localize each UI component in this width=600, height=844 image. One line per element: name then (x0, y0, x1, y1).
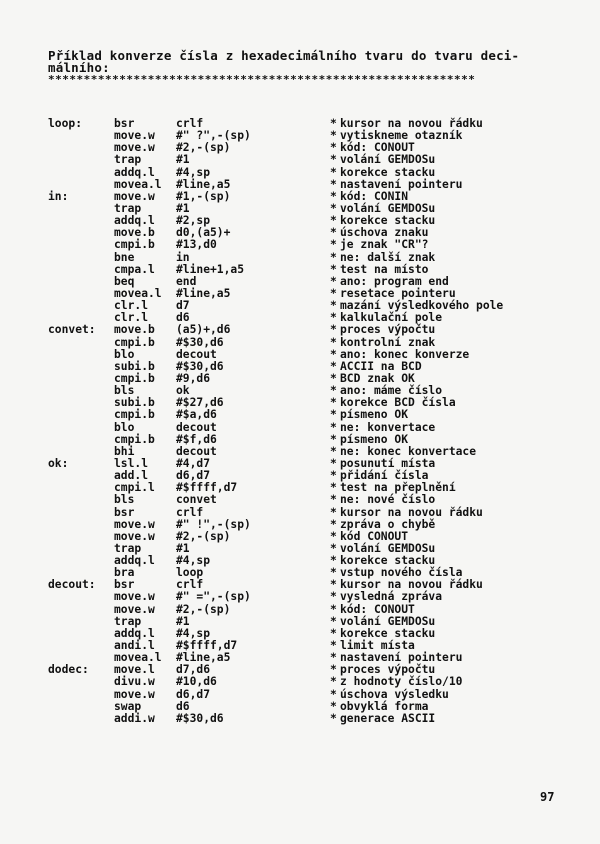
code-instruction: cmpi.b (114, 371, 155, 385)
code-operand: #2,-(sp) (176, 602, 231, 616)
code-operand: d7,d6 (176, 663, 211, 677)
code-operand: in (176, 250, 190, 264)
code-line (0, 361, 600, 373)
code-line (0, 191, 600, 203)
code-instruction: blo (114, 347, 135, 361)
code-comment: * ano: program end (330, 276, 449, 288)
code-instruction: movea.l (114, 177, 162, 191)
code-instruction: cmpi.b (114, 335, 155, 349)
code-instruction: move.b (114, 226, 155, 240)
code-instruction: addq.l (114, 626, 155, 640)
code-label: ok: (48, 456, 69, 470)
code-line (0, 640, 600, 652)
code-comment: * kontrolní znak (330, 337, 435, 349)
code-operand: loop (176, 566, 204, 580)
code-operand: #$ffff,d7 (176, 481, 238, 495)
code-operand: #1,-(sp) (176, 189, 231, 203)
code-comment: * volání GEMDOSu (330, 616, 435, 628)
code-instruction: move.w (114, 517, 155, 531)
code-comment: * ne: konec konvertace (330, 446, 476, 458)
code-label: loop: (48, 117, 83, 130)
code-comment: * korekce stacku (330, 167, 435, 179)
code-operand: #4,sp (176, 165, 211, 179)
code-line (0, 555, 600, 567)
code-instruction: move.w (114, 529, 155, 543)
code-operand: #13,d0 (176, 238, 217, 252)
code-comment: * ne: nové číslo (330, 494, 435, 506)
code-instruction: bsr (114, 505, 135, 519)
code-instruction: blo (114, 420, 135, 434)
code-line (0, 179, 600, 191)
code-instruction: bsr (114, 578, 135, 592)
code-line (0, 324, 600, 336)
code-operand: #10,d6 (176, 675, 217, 689)
code-instruction: addq.l (114, 165, 155, 179)
code-line (0, 652, 600, 664)
code-line (0, 519, 600, 531)
code-label: dodec: (48, 663, 89, 677)
code-instruction: clr.l (114, 311, 149, 325)
code-operand: #$30,d6 (176, 711, 224, 725)
code-comment: * úschova výsledku (330, 689, 449, 701)
code-instruction: move.w (114, 602, 155, 616)
code-comment: * proces výpočtu (330, 664, 435, 676)
code-comment: * korekce stacku (330, 215, 435, 227)
code-line (0, 215, 600, 227)
code-comment: * volání GEMDOSu (330, 203, 435, 215)
code-operand: end (176, 274, 197, 288)
code-operand: #9,d6 (176, 371, 211, 385)
code-operand: #$ffff,d7 (176, 639, 238, 653)
code-operand: decout (176, 347, 217, 361)
code-operand: #$30,d6 (176, 335, 224, 349)
code-instruction: addq.l (114, 214, 155, 228)
asterisk-divider: ************************************************************ (48, 74, 476, 85)
code-comment: * kursor na novou řádku (330, 507, 483, 519)
code-operand: crlf (176, 505, 204, 519)
code-line (0, 434, 600, 446)
code-line (0, 591, 600, 603)
code-comment: * vstup nového čísla (330, 567, 462, 579)
code-operand: #4,sp (176, 554, 211, 568)
code-comment: * resetace pointeru (330, 288, 456, 300)
code-comment: * zpráva o chybě (330, 519, 435, 531)
code-instruction: bls (114, 384, 135, 398)
code-comment: * ACCII na BCD (330, 361, 422, 373)
code-instruction: move.w (114, 687, 155, 701)
code-instruction: move.w (114, 129, 155, 143)
code-comment: * korekce stacku (330, 555, 435, 567)
code-operand: #" !",-(sp) (176, 517, 251, 531)
code-instruction: bsr (114, 117, 135, 130)
code-instruction: move.w (114, 189, 155, 203)
code-instruction: trap (114, 201, 142, 215)
code-operand: #line,a5 (176, 286, 231, 300)
code-line (0, 713, 600, 725)
code-instruction: trap (114, 614, 142, 628)
code-line (0, 507, 600, 519)
code-operand: decout (176, 420, 217, 434)
code-comment: * písmeno OK (330, 409, 408, 421)
code-line (0, 397, 600, 409)
code-instruction: bra (114, 566, 135, 580)
code-line (0, 616, 600, 628)
code-operand: (a5)+,d6 (176, 323, 231, 337)
code-comment: * vytiskneme otazník (330, 130, 462, 142)
code-line (0, 628, 600, 640)
code-operand: ok (176, 384, 190, 398)
code-line (0, 167, 600, 179)
code-instruction: beq (114, 274, 135, 288)
code-operand: #2,-(sp) (176, 141, 231, 155)
code-operand: d0,(a5)+ (176, 226, 231, 240)
code-line (0, 264, 600, 276)
code-operand: #line,a5 (176, 177, 231, 191)
code-operand: #1 (176, 541, 190, 555)
code-operand: d6,d7 (176, 469, 211, 483)
code-operand: #1 (176, 201, 190, 215)
code-comment: * vysledná zpráva (330, 591, 442, 603)
code-line (0, 531, 600, 543)
code-operand: #" =",-(sp) (176, 590, 251, 604)
code-instruction: subi.b (114, 396, 155, 410)
code-comment: * mazání výsledkového pole (330, 300, 503, 312)
code-instruction: cmpi.l (114, 481, 155, 495)
code-line (0, 579, 600, 591)
code-instruction: move.l (114, 663, 155, 677)
code-instruction: move.b (114, 323, 155, 337)
code-operand: d6,d7 (176, 687, 211, 701)
assembly-listing (0, 118, 600, 725)
code-line (0, 288, 600, 300)
code-operand: #4,d7 (176, 456, 211, 470)
code-operand: #$30,d6 (176, 359, 224, 373)
code-line (0, 373, 600, 385)
code-line (0, 482, 600, 494)
code-instruction: divu.w (114, 675, 155, 689)
code-line (0, 494, 600, 506)
code-instruction: bls (114, 493, 135, 507)
page-title: Příklad konverze čísla z hexadecimálního tvaru do tvaru deci-málního: (48, 48, 520, 75)
code-line (0, 154, 600, 166)
code-operand: #" ?",-(sp) (176, 129, 251, 143)
code-instruction: bne (114, 250, 135, 264)
code-comment: * kód: CONOUT (330, 142, 415, 154)
code-instruction: addq.l (114, 554, 155, 568)
code-instruction: add.l (114, 469, 149, 483)
code-comment: * proces výpočtu (330, 324, 435, 336)
code-line (0, 130, 600, 142)
code-comment: * posunutí místa (330, 458, 435, 470)
code-line (0, 349, 600, 361)
page-number: 97 (540, 790, 555, 804)
code-instruction: cmpi.b (114, 238, 155, 252)
code-comment: * z hodnoty číslo/10 (330, 676, 462, 688)
code-instruction: swap (114, 699, 142, 713)
code-line (0, 689, 600, 701)
code-instruction: move.w (114, 141, 155, 155)
code-line (0, 337, 600, 349)
code-instruction: movea.l (114, 286, 162, 300)
code-instruction: trap (114, 541, 142, 555)
code-comment: * přidání čísla (330, 470, 428, 482)
code-instruction: subi.b (114, 359, 155, 373)
code-instruction: bhi (114, 444, 135, 458)
code-instruction: clr.l (114, 299, 149, 313)
code-line (0, 300, 600, 312)
code-instruction: cmpa.l (114, 262, 155, 276)
code-comment: * je znak "CR"? (330, 239, 428, 251)
code-comment: * obvyklá forma (330, 701, 428, 713)
code-comment: * písmeno OK (330, 434, 408, 446)
code-line (0, 409, 600, 421)
code-comment: * kursor na novou řádku (330, 118, 483, 130)
code-instruction: movea.l (114, 651, 162, 665)
code-instruction: andi.l (114, 639, 155, 653)
code-instruction: trap (114, 153, 142, 167)
code-operand: d7 (176, 299, 190, 313)
code-line (0, 604, 600, 616)
code-comment: * ne: další znak (330, 252, 435, 264)
code-line (0, 252, 600, 264)
code-comment: * kalkulační pole (330, 312, 442, 324)
code-instruction: cmpi.b (114, 408, 155, 422)
code-comment: * kód: CONOUT (330, 604, 415, 616)
code-line (0, 470, 600, 482)
code-operand: #1 (176, 614, 190, 628)
code-line (0, 118, 600, 130)
code-line (0, 422, 600, 434)
code-instruction: lsl.l (114, 456, 149, 470)
code-line (0, 227, 600, 239)
code-label: decout: (48, 578, 96, 592)
code-line (0, 142, 600, 154)
code-comment: * limit místa (330, 640, 415, 652)
code-operand: d6 (176, 699, 190, 713)
code-operand: crlf (176, 117, 204, 130)
code-operand: #4,sp (176, 626, 211, 640)
code-instruction: addi.w (114, 711, 155, 725)
code-comment: * ne: konvertace (330, 422, 435, 434)
code-label: in: (48, 189, 69, 203)
code-instruction: cmpi.b (114, 432, 155, 446)
code-comment: * volání GEMDOSu (330, 543, 435, 555)
code-operand: convet (176, 493, 217, 507)
code-operand: #1 (176, 153, 190, 167)
code-line (0, 203, 600, 215)
code-comment: * kód CONOUT (330, 531, 408, 543)
code-line (0, 385, 600, 397)
code-operand: #2,sp (176, 214, 211, 228)
code-line (0, 701, 600, 713)
code-operand: #line,a5 (176, 651, 231, 665)
code-line (0, 664, 600, 676)
code-operand: crlf (176, 578, 204, 592)
code-line (0, 446, 600, 458)
code-comment: * kursor na novou řádku (330, 579, 483, 591)
code-comment: * úschova znaku (330, 227, 428, 239)
code-label: convet: (48, 323, 96, 337)
code-comment: * ano: konec konverze (330, 349, 469, 361)
code-line (0, 239, 600, 251)
code-comment: * test na přeplnění (330, 482, 456, 494)
code-comment: * korekce stacku (330, 628, 435, 640)
code-line (0, 458, 600, 470)
code-operand: #$f,d6 (176, 432, 217, 446)
code-comment: * test na místo (330, 264, 428, 276)
code-operand: d6 (176, 311, 190, 325)
code-line (0, 543, 600, 555)
code-comment: * korekce BCD čísla (330, 397, 456, 409)
code-comment: * kód: CONIN (330, 191, 408, 203)
code-operand: decout (176, 444, 217, 458)
code-instruction: move.w (114, 590, 155, 604)
code-operand: #$a,d6 (176, 408, 217, 422)
code-comment: * generace ASCII (330, 713, 435, 725)
code-line (0, 276, 600, 288)
code-operand: #$27,d6 (176, 396, 224, 410)
code-operand: #line+1,a5 (176, 262, 245, 276)
code-line (0, 676, 600, 688)
code-comment: * BCD znak OK (330, 373, 415, 385)
code-comment: * ano: máme číslo (330, 385, 442, 397)
code-comment: * volání GEMDOSu (330, 154, 435, 166)
code-comment: * nastavení pointeru (330, 652, 462, 664)
code-comment: * nastavení pointeru (330, 179, 462, 191)
code-operand: #2,-(sp) (176, 529, 231, 543)
